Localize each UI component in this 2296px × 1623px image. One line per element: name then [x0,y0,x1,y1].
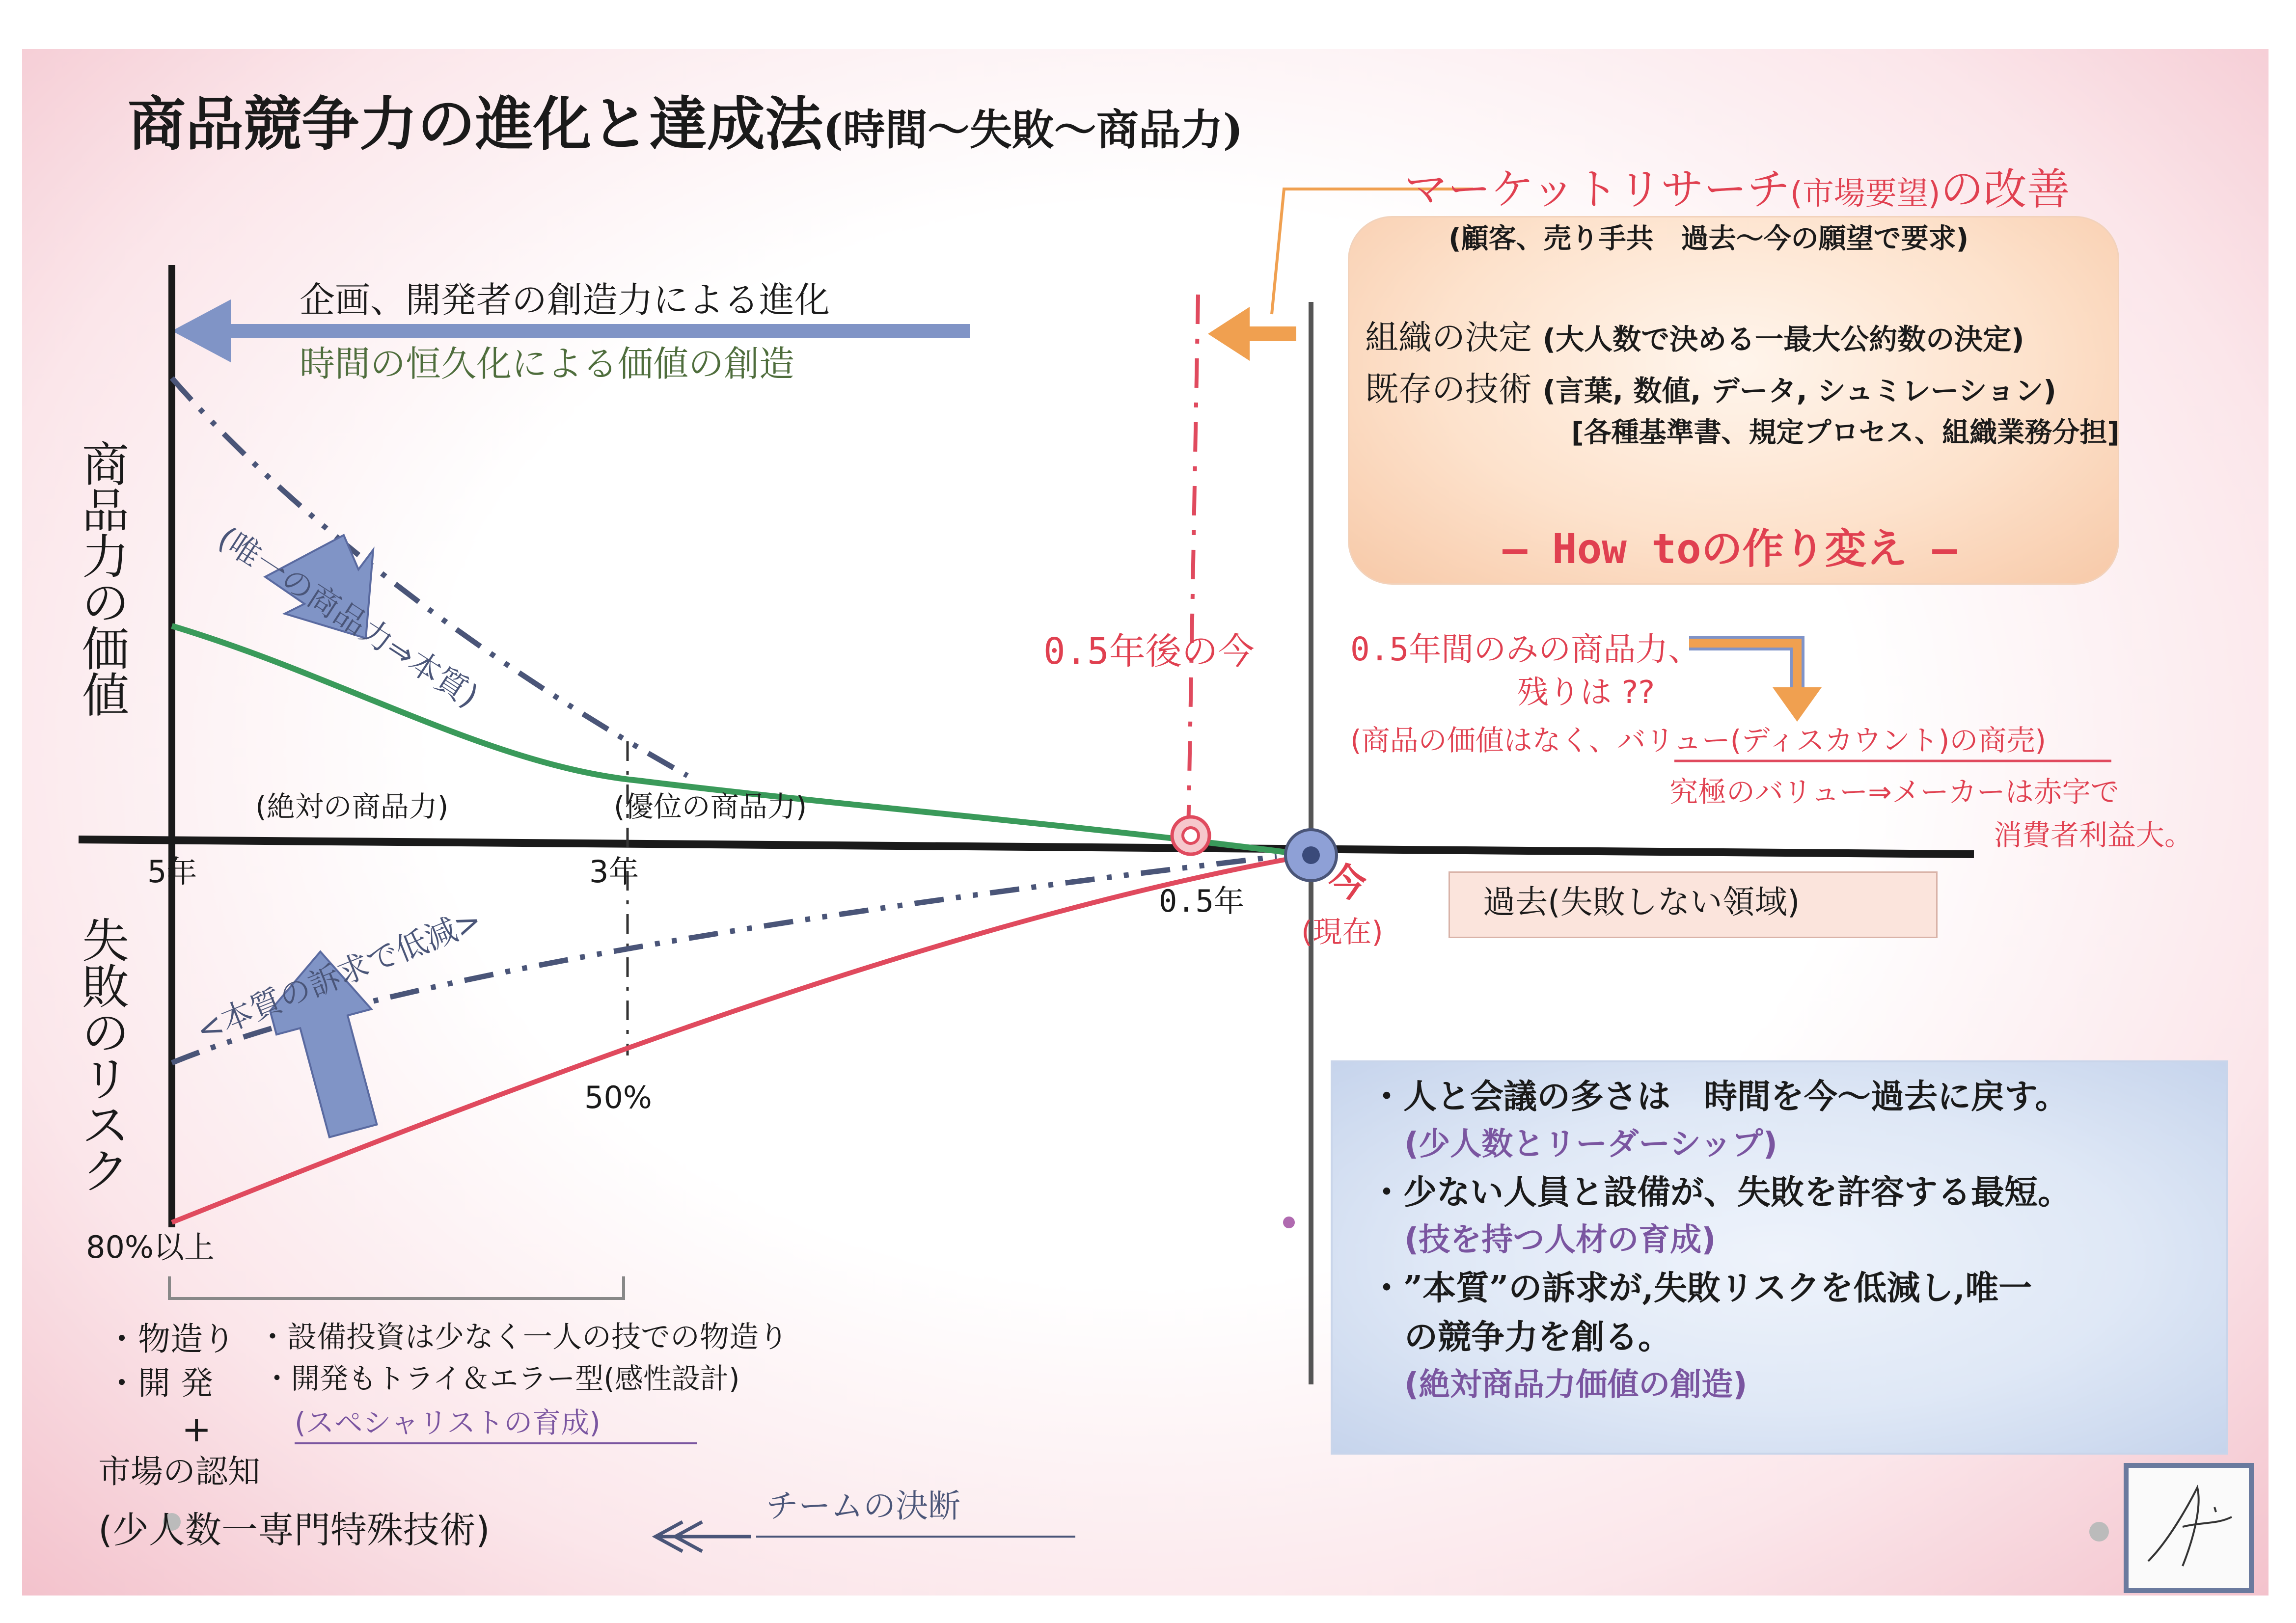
half-year-later-label: 0.5年後の今 [1043,630,1255,673]
bottom-desc1: ・設備投資は少なく一人の技での物造り [258,1320,788,1354]
market-tech-b: (言葉, 数値, データ, シュミレーション) [1542,374,2056,407]
zone-absolute: (絶対の商品力) [255,790,449,823]
evolution-line2: 時間の恒久化による価値の創造 [300,343,795,384]
signature-mark [2129,1468,2249,1588]
x-axis [79,839,1974,854]
note-1-sub: (少人数とリーダーシップ) [1404,1126,1777,1163]
essence-curve-label: <本質の訴求で低減> [191,902,487,1050]
unique-curve [172,378,687,776]
market-org-b: (大人数で決める一最大公約数の決定) [1542,323,2024,356]
half-year-marker [1172,817,1209,854]
bottom-bracket [169,1276,624,1298]
bottom-plus: + [182,1408,212,1450]
market-title-b: (市場要望) [1790,176,1941,212]
market-howto: — How toの作り変え — [1503,525,1957,573]
note-3-main: ・”本質”の訴求が,失敗リスクを低減し,唯一 [1370,1269,2032,1308]
past-label: 過去(失敗しない領域) [1483,883,1800,921]
zone-superior: (優位の商品力) [614,790,807,823]
unique-curve-label: (唯一の商品力⇒本質) [211,520,485,715]
note-2-sub: (技を持つ人材の育成) [1404,1222,1716,1258]
half-year-line1: 0.5年間のみの商品力、 [1350,630,1701,668]
market-title [1404,164,2070,214]
market-org-a: 組織の決定 [1365,319,1532,357]
x-label-now-sub: (現在) [1301,915,1383,949]
half-year-line4: 究極のバリュー⇒メーカーは赤字で [1669,775,2119,809]
evolution-line1: 企画、開発者の創造力による進化 [300,279,830,321]
risk-50: 50% [584,1080,652,1115]
half-year-line3 [1350,724,2046,757]
market-title-a: マーケットリサーチ [1404,164,1790,215]
team-decision: チームの決断 [766,1487,960,1525]
dot-2 [2089,1522,2109,1542]
bottom-few: (少人数一専門特殊技術) [98,1509,490,1551]
market-docs: [各種基準書、規定プロセス、組織業務分担] [1571,417,2120,449]
half-year-line3c: の商売) [1949,724,2046,757]
x-label-half: 0.5年 [1159,883,1244,919]
note-2-main: ・少ない人員と設備が、失敗を許容する最短。 [1370,1173,2072,1212]
half-year-line3a: (商品の価値はなく、 [1350,724,1617,757]
bottom-item1: ・物造り [106,1320,235,1358]
half-year-dashed-line [1188,295,1198,835]
half-year-line5: 消費者利益大。 [1994,818,2193,852]
note-3-main2: の競争力を創る。 [1404,1318,1672,1357]
y-axis-lower-title: 失敗のリスク [82,914,129,1199]
bent-arrow [1689,643,1822,722]
x-label-now: 今 [1328,861,1367,905]
market-tech-a: 既存の技術 [1365,370,1532,409]
note-1-main: ・人と会議の多さは 時間を今〜過去に戻す。 [1370,1077,2069,1116]
bottom-item2: ・開 発 [106,1364,213,1402]
risk-80: 80%以上 [86,1229,215,1265]
x-label-5yr: 5年 [147,854,197,890]
signature-box [2124,1463,2254,1593]
market-title-c: の改善 [1940,164,2070,215]
team-arrow [656,1522,751,1551]
half-year-line3b: バリュー(ディスカウント) [1617,724,1950,757]
half-year-line2: 残りは ?? [1517,675,1655,711]
title-sub: (時間〜失敗〜商品力) [823,105,1243,155]
market-sub: (顧客、売り手共 過去〜今の願望で要求) [1449,223,1969,255]
bottom-desc3: (スペシャリストの育成) [295,1406,601,1439]
bottom-desc2: ・開発もトライ＆エラー型(感性設計) [263,1362,740,1395]
x-label-3yr: 3年 [589,854,639,890]
title-main: 商品競争力の進化と達成法 [128,90,823,158]
note-3-sub: (絶対商品力価値の創造) [1404,1367,1748,1403]
market-tech [1365,371,2056,409]
y-axis-upper-title: 商品力の価値 [82,437,129,723]
market-org [1365,319,2024,357]
dot-1 [1283,1217,1295,1228]
bottom-market: 市場の認知 [98,1453,260,1490]
